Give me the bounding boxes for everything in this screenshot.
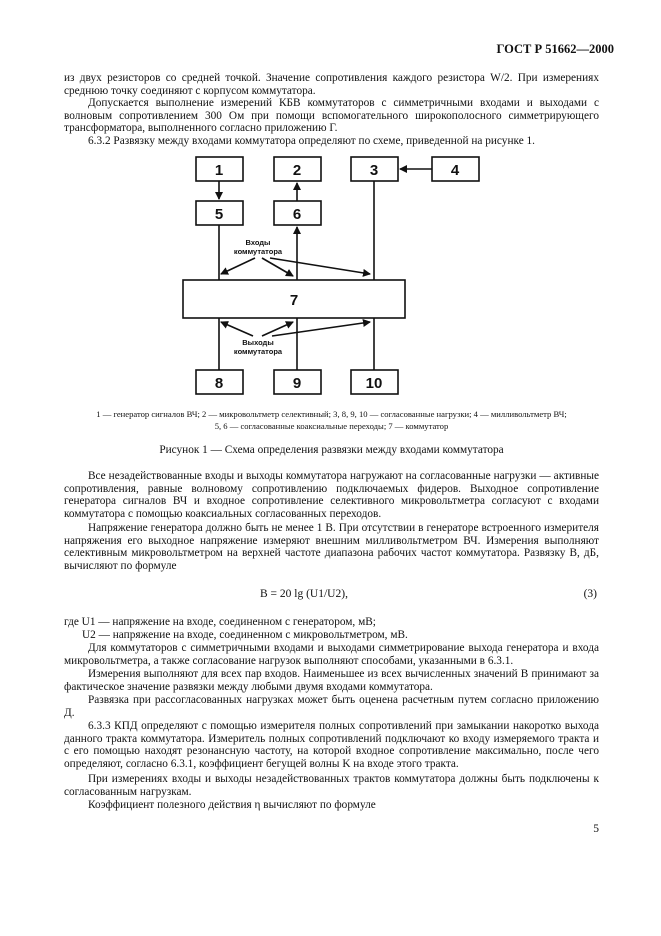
block-7-label: 7 xyxy=(289,292,299,309)
block-9-label: 9 xyxy=(292,375,302,392)
paragraph-1: из двух резисторов со средней точкой. Значение сопротивления каждого резистора W/2. При измерениях среднюю точку соединяют с корпусом коммутатора. xyxy=(64,72,599,97)
figure-legend-1: 1 — генератор сигналов ВЧ; 2 — микровольтметр селективный; 3, 8, 9, 10 — согласованные нагрузки; 4 — милливольтметр ВЧ; xyxy=(96,409,567,419)
where-u1: где U1 — напряжение на входе, соединенном с генератором, мВ; xyxy=(64,616,376,628)
block-1-label: 1 xyxy=(214,162,224,179)
page-number: 5 xyxy=(593,823,599,835)
paragraph-2: Допускается выполнение измерений КБВ коммутаторов с симметричными входами и выходами с волновым сопротивлением 300 Ом при помощи вспомогательного широкополосного симметрирующего трансформатора, выполненного согласно приложению Г. xyxy=(64,97,599,135)
formula-3-number: (3) xyxy=(583,588,597,600)
paragraph-7: Измерения выполняют для всех пар входов. Наименьшее из всех вычисленных значений B принимают за фактическое значение развязки между любыми двумя входами коммутатора. xyxy=(64,668,599,693)
block-5-label: 5 xyxy=(214,206,224,223)
paragraph-10: При измерениях входы и выходы незадействованных трактов коммутатора должны быть подключены к согласованным нагрузкам. xyxy=(64,773,599,798)
where-u2: U2 — напряжение на входе, соединенном с микровольтметром, мВ. xyxy=(82,629,408,641)
paragraph-3: 6.3.2 Развязку между входами коммутатора определяют по схеме, приведенной на рисунке 1. xyxy=(88,135,536,147)
document-header: ГОСТ Р 51662—2000 xyxy=(496,42,614,56)
inputs-label-2: коммутатора xyxy=(233,247,283,256)
figure-legend-2: 5, 6 — согласованные коаксиальные переходы; 7 — коммутатор xyxy=(214,421,449,431)
outputs-label-1: Выходы xyxy=(242,338,274,347)
paragraph-9: 6.3.3 КПД определяют с помощью измерителя полных сопротивлений при замыкании накоротко выхода данного тракта коммутатора. Измеритель полных сопротивлений подключают ко входу измеряемого тракта и с его помощью находят резонансную частоту, на которой входное сопротивление максимально, после чего определяют, согласно 6.3.1, коэффициент бегущей волны K на входе этого тракта. xyxy=(64,720,599,770)
block-8-label: 8 xyxy=(214,375,224,392)
block-10-label: 10 xyxy=(365,375,383,392)
paragraph-4: Все незадействованные входы и выходы коммутатора нагружают на согласованные нагрузки — активные сопротивления, равные волновому сопротивлению подключаемых фидеров. Выходное сопротивление генератора сигналов ВЧ и входное сопротивление селективного микровольтметра согласуют с входами коммутатора с помощью коаксиальных согласованных переходов. xyxy=(64,470,599,520)
paragraph-11: Коэффициент полезного действия η вычисляют по формуле xyxy=(88,799,376,811)
inputs-label-1: Входы xyxy=(245,238,271,247)
paragraph-6: Для коммутаторов с симметричными входами и выходами симметрирование выхода генератора и входа микровольтметра, а также согласование нагрузок выполняют способами, указанными в 6.3.1. xyxy=(64,642,599,667)
figure-1-diagram xyxy=(0,0,661,400)
figure-title: Рисунок 1 — Схема определения развязки между входами коммутатора xyxy=(159,444,504,456)
block-2-label: 2 xyxy=(292,162,302,179)
formula-3: B = 20 lg (U1/U2), xyxy=(260,588,348,600)
block-4-label: 4 xyxy=(450,162,460,179)
block-3-label: 3 xyxy=(369,162,379,179)
paragraph-8: Развязка при рассогласованных нагрузках может быть оценена расчетным путем согласно приложению Д. xyxy=(64,694,599,719)
outputs-label-2: коммутатора xyxy=(233,347,283,356)
block-6-label: 6 xyxy=(292,206,302,223)
paragraph-5: Напряжение генератора должно быть не менее 1 В. При отсутствии в генераторе встроенного измерителя напряжения его выходное напряжение измеряют внешним милливольтметром ВЧ. Измерения выполняют селективным микровольтметром на верхней частоте диапазона рабочих частот коммутатора. Развязку B, дБ, вычисляют по формуле xyxy=(64,522,599,572)
